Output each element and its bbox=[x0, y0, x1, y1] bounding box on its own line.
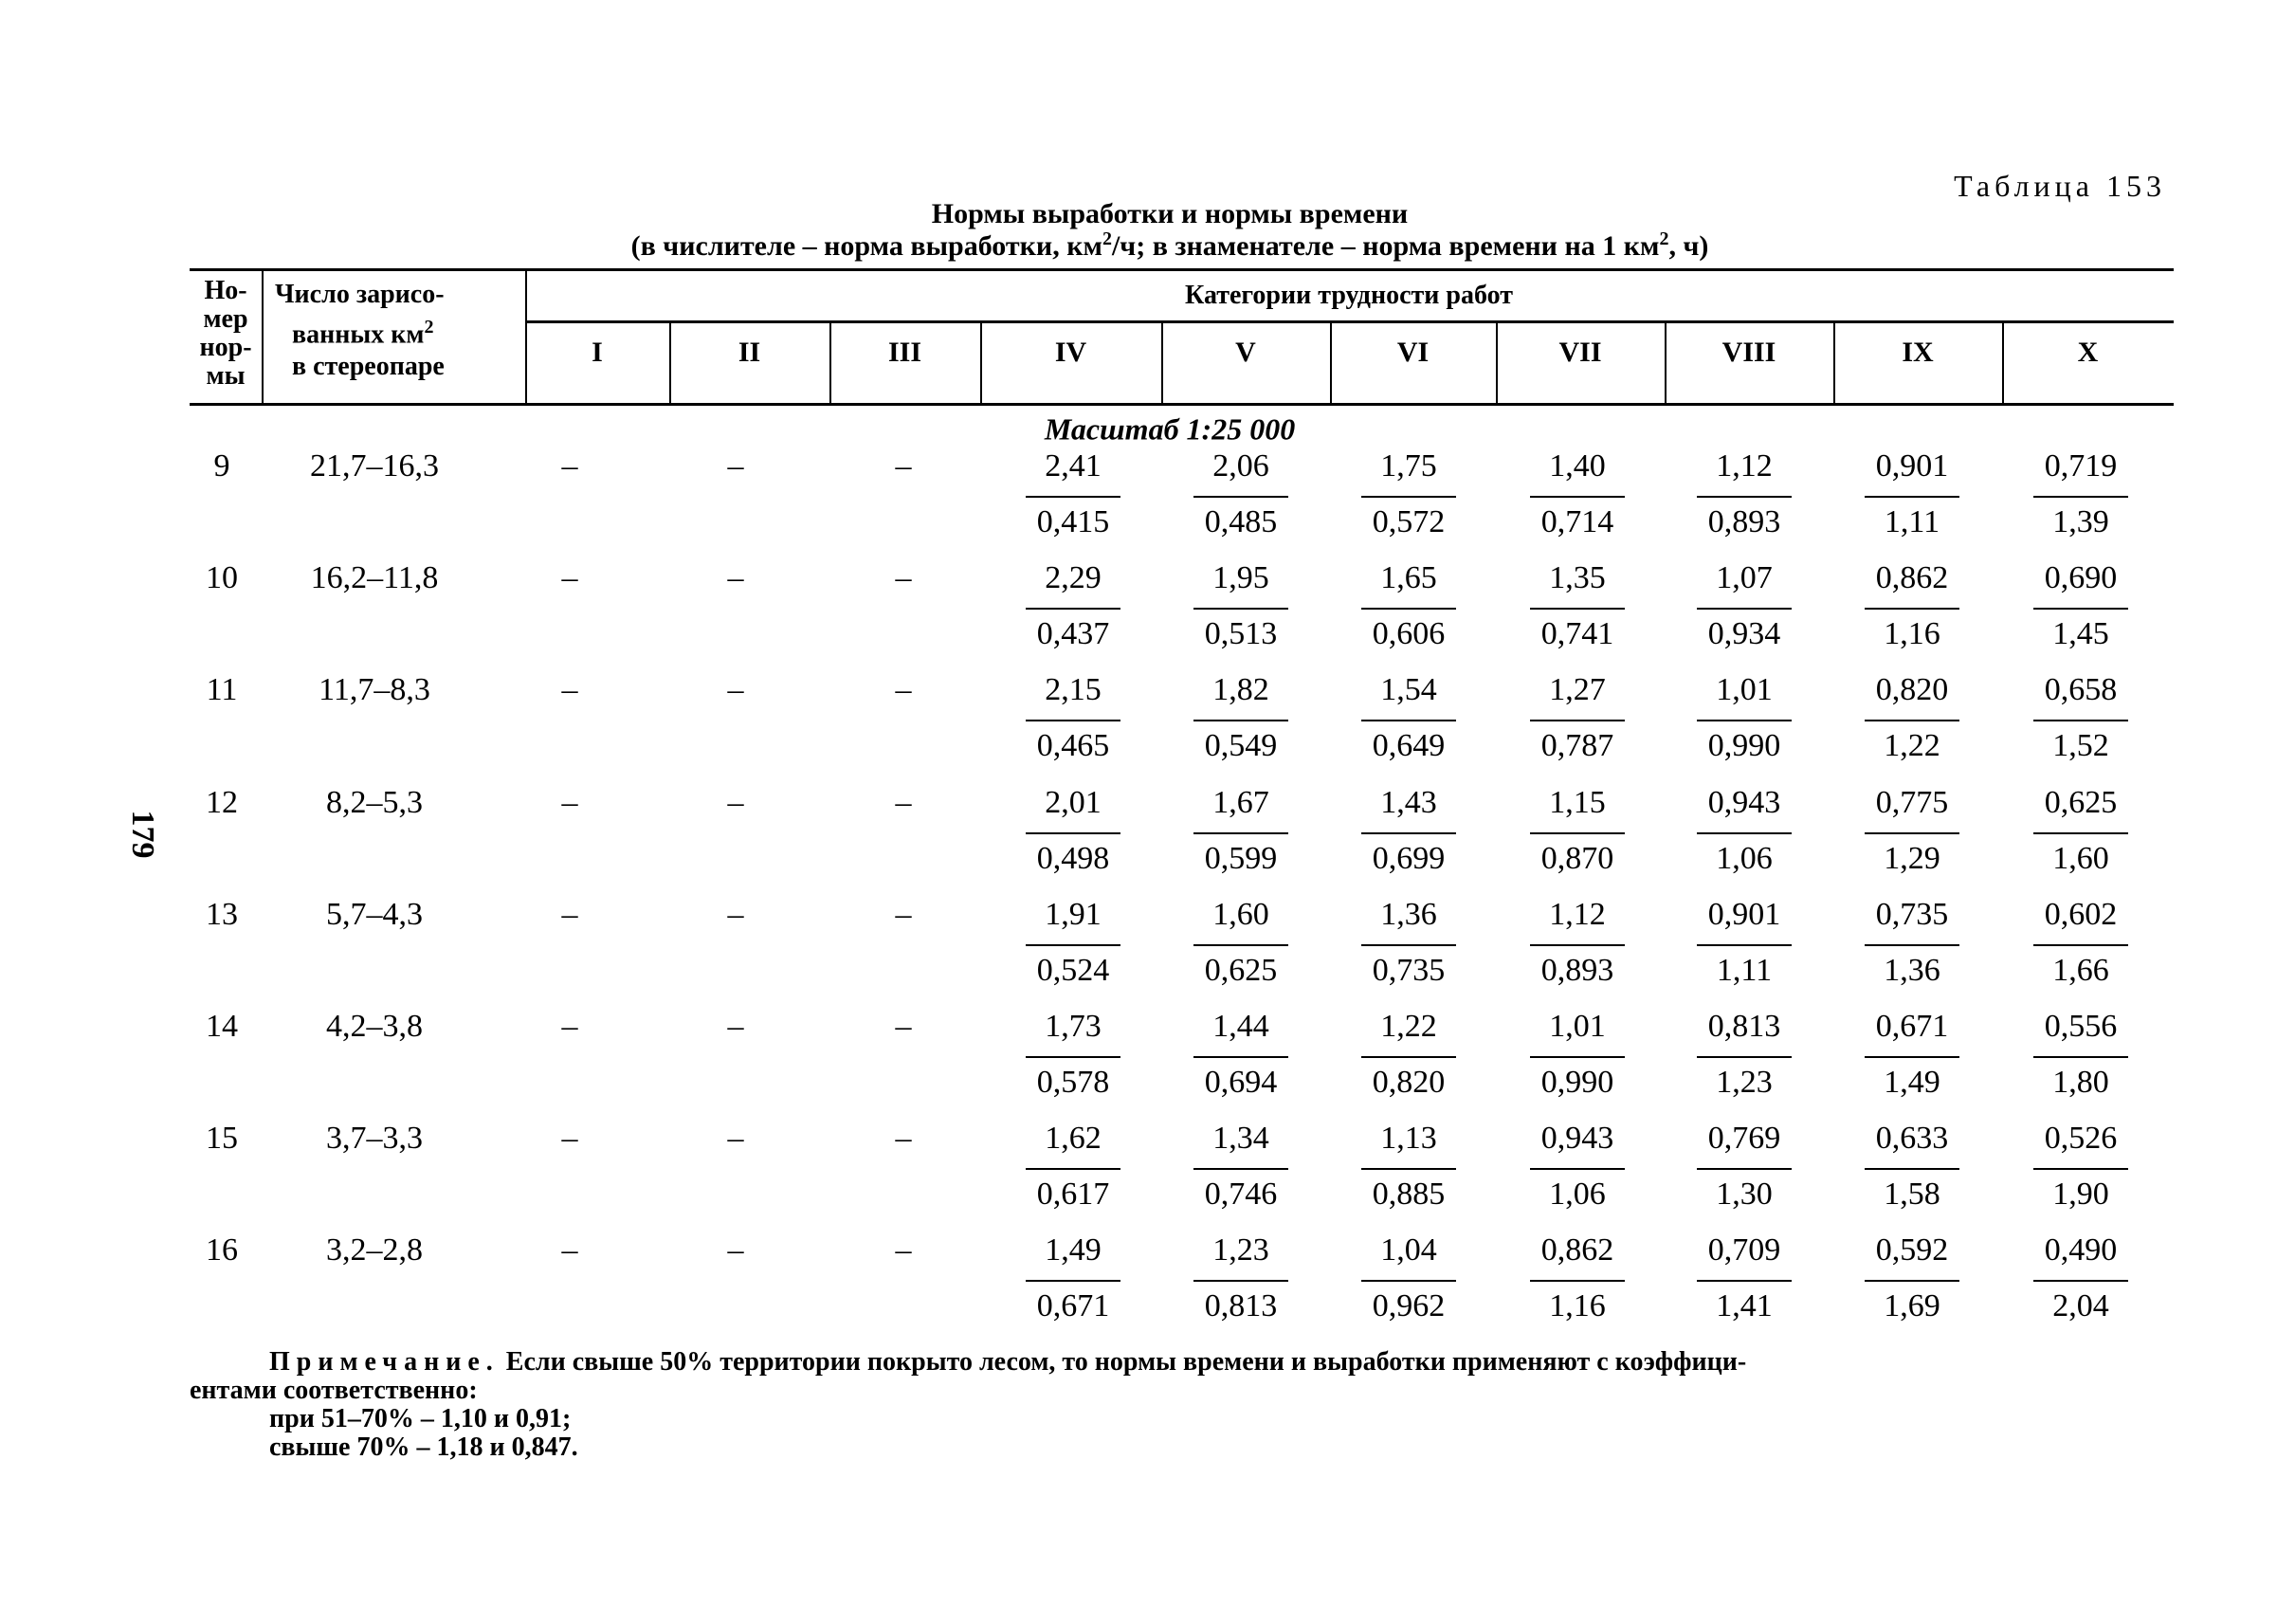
area-range: 3,7–3,3 bbox=[326, 1121, 423, 1157]
norm-number: 10 bbox=[206, 560, 238, 596]
header-text: мы bbox=[206, 361, 246, 391]
fraction-line bbox=[1697, 608, 1792, 610]
time-norm-value: 1,11 bbox=[1716, 952, 1773, 988]
header-text: Число зарисо- bbox=[275, 280, 445, 309]
time-norm-value: 0,671 bbox=[1036, 1288, 1110, 1324]
category-header: II bbox=[738, 337, 761, 368]
area-range: 11,7–8,3 bbox=[319, 672, 430, 708]
fraction-line bbox=[2033, 832, 2128, 834]
time-norm-value: 1,41 bbox=[1716, 1288, 1773, 1324]
superscript: 2 bbox=[1659, 228, 1669, 249]
fraction-line bbox=[1026, 1056, 1120, 1058]
fraction-line bbox=[1530, 944, 1625, 946]
page-number: 179 bbox=[125, 810, 160, 859]
time-norm-value: 0,934 bbox=[1707, 616, 1781, 652]
time-norm-value: 0,549 bbox=[1204, 728, 1278, 764]
time-norm-value: 1,58 bbox=[1884, 1177, 1940, 1213]
category-header: IX bbox=[1902, 337, 1934, 368]
note-text: Если свыше 50% территории покрыто лесом, то нормы времени и выработки применяют с коэффици- bbox=[505, 1347, 1747, 1377]
empty-cell-dash: – bbox=[895, 1232, 912, 1268]
fraction-line bbox=[1026, 832, 1120, 834]
fraction-line bbox=[1865, 1056, 1959, 1058]
empty-cell-dash: – bbox=[561, 1009, 578, 1044]
fraction-line bbox=[1697, 496, 1792, 498]
empty-cell-dash: – bbox=[727, 1232, 744, 1268]
fraction-line bbox=[1530, 1168, 1625, 1170]
time-norm-value: 0,572 bbox=[1372, 504, 1446, 539]
output-norm-value: 0,592 bbox=[1875, 1232, 1949, 1268]
time-norm-value: 0,962 bbox=[1372, 1288, 1446, 1324]
output-norm-value: 0,775 bbox=[1875, 784, 1949, 820]
empty-cell-dash: – bbox=[561, 560, 578, 596]
fraction-line bbox=[1361, 1056, 1456, 1058]
subtitle-part: /ч; в знаменателе – норма времени на 1 км bbox=[1111, 230, 1660, 262]
header-number bbox=[199, 277, 251, 391]
fraction-line bbox=[1193, 944, 1288, 946]
fraction-line bbox=[1865, 1280, 1959, 1282]
fraction-line bbox=[1530, 720, 1625, 721]
norm-number: 14 bbox=[206, 1009, 238, 1044]
output-norm-value: 1,04 bbox=[1380, 1232, 1437, 1268]
output-norm-value: 2,29 bbox=[1045, 560, 1102, 596]
time-norm-value: 0,513 bbox=[1204, 616, 1278, 652]
output-norm-value: 0,862 bbox=[1540, 1232, 1614, 1268]
output-norm-value: 0,813 bbox=[1707, 1009, 1781, 1044]
area-range: 8,2–5,3 bbox=[326, 784, 423, 820]
norm-number: 16 bbox=[206, 1232, 238, 1268]
header-text: мер bbox=[203, 304, 248, 334]
output-norm-value: 1,35 bbox=[1549, 560, 1606, 596]
category-header: I bbox=[592, 337, 603, 368]
fraction-line bbox=[1026, 496, 1120, 498]
time-norm-value: 0,787 bbox=[1540, 728, 1614, 764]
table-top-rule bbox=[190, 268, 2174, 271]
output-norm-value: 1,36 bbox=[1380, 896, 1437, 932]
output-norm-value: 0,901 bbox=[1875, 448, 1949, 484]
fraction-line bbox=[1697, 1168, 1792, 1170]
time-norm-value: 0,885 bbox=[1372, 1177, 1446, 1213]
fraction-line bbox=[2033, 608, 2128, 610]
column-divider bbox=[669, 321, 671, 404]
norm-number: 13 bbox=[206, 896, 238, 932]
fraction-line bbox=[1697, 1280, 1792, 1282]
fraction-line bbox=[1530, 1056, 1625, 1058]
category-header: VII bbox=[1558, 337, 1602, 368]
column-divider bbox=[2002, 321, 2004, 404]
empty-cell-dash: – bbox=[561, 1121, 578, 1157]
output-norm-value: 0,633 bbox=[1875, 1121, 1949, 1157]
output-norm-value: 0,901 bbox=[1707, 896, 1781, 932]
subtitle-part: (в числителе – норма выработки, км bbox=[630, 230, 1102, 262]
column-divider bbox=[262, 269, 264, 404]
output-norm-value: 0,556 bbox=[2044, 1009, 2118, 1044]
empty-cell-dash: – bbox=[895, 1009, 912, 1044]
column-divider bbox=[1833, 321, 1835, 404]
output-norm-value: 0,671 bbox=[1875, 1009, 1949, 1044]
time-norm-value: 0,617 bbox=[1036, 1177, 1110, 1213]
output-norm-value: 1,13 bbox=[1380, 1121, 1437, 1157]
norm-number: 11 bbox=[206, 672, 238, 708]
column-divider bbox=[525, 269, 527, 404]
output-norm-value: 0,709 bbox=[1707, 1232, 1781, 1268]
empty-cell-dash: – bbox=[561, 448, 578, 484]
time-norm-value: 1,06 bbox=[1716, 840, 1773, 876]
time-norm-value: 1,29 bbox=[1884, 840, 1940, 876]
empty-cell-dash: – bbox=[727, 448, 744, 484]
output-norm-value: 1,54 bbox=[1380, 672, 1437, 708]
empty-cell-dash: – bbox=[895, 784, 912, 820]
time-norm-value: 0,415 bbox=[1036, 504, 1110, 539]
fraction-line bbox=[1361, 720, 1456, 721]
fraction-line bbox=[2033, 1056, 2128, 1058]
output-norm-value: 1,73 bbox=[1045, 1009, 1102, 1044]
output-norm-value: 1,12 bbox=[1549, 896, 1606, 932]
time-norm-value: 0,694 bbox=[1204, 1065, 1278, 1100]
column-divider bbox=[980, 321, 982, 404]
fraction-line bbox=[1697, 832, 1792, 834]
time-norm-value: 1,45 bbox=[2052, 616, 2109, 652]
fraction-line bbox=[1026, 720, 1120, 721]
norm-number: 12 bbox=[206, 784, 238, 820]
fraction-line bbox=[1193, 496, 1288, 498]
time-norm-value: 0,735 bbox=[1372, 952, 1446, 988]
output-norm-value: 1,67 bbox=[1212, 784, 1269, 820]
time-norm-value: 1,90 bbox=[2052, 1177, 2109, 1213]
time-norm-value: 0,465 bbox=[1036, 728, 1110, 764]
output-norm-value: 1,01 bbox=[1716, 672, 1773, 708]
output-norm-value: 0,490 bbox=[2044, 1232, 2118, 1268]
output-norm-value: 1,91 bbox=[1045, 896, 1102, 932]
time-norm-value: 1,80 bbox=[2052, 1065, 2109, 1100]
categories-title: Категории трудности работ bbox=[1185, 281, 1513, 310]
output-norm-value: 1,34 bbox=[1212, 1121, 1269, 1157]
time-norm-value: 0,498 bbox=[1036, 840, 1110, 876]
norm-number: 15 bbox=[206, 1121, 238, 1157]
fraction-line bbox=[2033, 720, 2128, 721]
fraction-line bbox=[1193, 1280, 1288, 1282]
output-norm-value: 1,12 bbox=[1716, 448, 1773, 484]
empty-cell-dash: – bbox=[895, 448, 912, 484]
area-range: 5,7–4,3 bbox=[326, 896, 423, 932]
note bbox=[190, 1348, 1746, 1462]
fraction-line bbox=[1530, 832, 1625, 834]
time-norm-value: 1,49 bbox=[1884, 1065, 1940, 1100]
time-norm-value: 1,36 bbox=[1884, 952, 1940, 988]
header-text: в стереопаре bbox=[292, 352, 445, 382]
fraction-line bbox=[1865, 720, 1959, 721]
fraction-line bbox=[1026, 944, 1120, 946]
time-norm-value: 0,699 bbox=[1372, 840, 1446, 876]
fraction-line bbox=[1530, 608, 1625, 610]
fraction-line bbox=[2033, 1168, 2128, 1170]
area-range: 16,2–11,8 bbox=[310, 560, 439, 596]
time-norm-value: 0,990 bbox=[1707, 728, 1781, 764]
fraction-line bbox=[1361, 944, 1456, 946]
empty-cell-dash: – bbox=[561, 672, 578, 708]
fraction-line bbox=[1026, 1168, 1120, 1170]
output-norm-value: 1,22 bbox=[1380, 1009, 1437, 1044]
time-norm-value: 0,893 bbox=[1540, 952, 1614, 988]
fraction-line bbox=[1697, 944, 1792, 946]
fraction-line bbox=[1026, 608, 1120, 610]
time-norm-value: 1,39 bbox=[2052, 504, 2109, 539]
fraction-line bbox=[1193, 1056, 1288, 1058]
area-range: 21,7–16,3 bbox=[310, 448, 439, 484]
fraction-line bbox=[1361, 496, 1456, 498]
note-text: при 51–70% – 1,10 и 0,91; bbox=[269, 1404, 572, 1433]
fraction-line bbox=[1193, 720, 1288, 721]
superscript: 2 bbox=[424, 317, 434, 338]
column-divider bbox=[1161, 321, 1163, 404]
output-norm-value: 1,60 bbox=[1212, 896, 1269, 932]
category-header: X bbox=[2077, 337, 2099, 368]
note-label: Примечание. bbox=[269, 1347, 500, 1377]
header-text: Но- bbox=[204, 276, 247, 305]
category-header: VIII bbox=[1721, 337, 1776, 368]
time-norm-value: 2,04 bbox=[2052, 1288, 2109, 1324]
fraction-line bbox=[1865, 496, 1959, 498]
output-norm-value: 1,65 bbox=[1380, 560, 1437, 596]
empty-cell-dash: – bbox=[727, 1009, 744, 1044]
time-norm-value: 1,06 bbox=[1549, 1177, 1606, 1213]
header-text: ванных км bbox=[292, 319, 425, 350]
fraction-line bbox=[1361, 1280, 1456, 1282]
output-norm-value: 2,06 bbox=[1212, 448, 1269, 484]
empty-cell-dash: – bbox=[727, 672, 744, 708]
fraction-line bbox=[2033, 1280, 2128, 1282]
output-norm-value: 0,690 bbox=[2044, 560, 2118, 596]
empty-cell-dash: – bbox=[727, 560, 744, 596]
empty-cell-dash: – bbox=[895, 672, 912, 708]
fraction-line bbox=[1193, 608, 1288, 610]
output-norm-value: 1,75 bbox=[1380, 448, 1437, 484]
time-norm-value: 0,599 bbox=[1204, 840, 1278, 876]
superscript: 2 bbox=[1102, 228, 1112, 249]
time-norm-value: 1,69 bbox=[1884, 1288, 1940, 1324]
time-norm-value: 1,16 bbox=[1549, 1288, 1606, 1324]
output-norm-value: 1,95 bbox=[1212, 560, 1269, 596]
output-norm-value: 1,43 bbox=[1380, 784, 1437, 820]
output-norm-value: 0,943 bbox=[1540, 1121, 1614, 1157]
fraction-line bbox=[1193, 832, 1288, 834]
output-norm-value: 0,526 bbox=[2044, 1121, 2118, 1157]
header-bottom-rule bbox=[190, 403, 2174, 406]
time-norm-value: 0,606 bbox=[1372, 616, 1446, 652]
category-header: III bbox=[887, 337, 922, 368]
empty-cell-dash: – bbox=[561, 1232, 578, 1268]
table-subtitle bbox=[631, 225, 1709, 261]
area-range: 4,2–3,8 bbox=[326, 1009, 423, 1044]
time-norm-value: 1,66 bbox=[2052, 952, 2109, 988]
output-norm-value: 1,40 bbox=[1549, 448, 1606, 484]
time-norm-value: 1,22 bbox=[1884, 728, 1940, 764]
fraction-line bbox=[1865, 832, 1959, 834]
time-norm-value: 1,30 bbox=[1716, 1177, 1773, 1213]
time-norm-value: 0,741 bbox=[1540, 616, 1614, 652]
output-norm-value: 0,862 bbox=[1875, 560, 1949, 596]
column-divider bbox=[1496, 321, 1498, 404]
fraction-line bbox=[2033, 944, 2128, 946]
time-norm-value: 0,714 bbox=[1540, 504, 1614, 539]
output-norm-value: 0,602 bbox=[2044, 896, 2118, 932]
time-norm-value: 0,870 bbox=[1540, 840, 1614, 876]
empty-cell-dash: – bbox=[561, 896, 578, 932]
empty-cell-dash: – bbox=[727, 896, 744, 932]
fraction-line bbox=[1361, 832, 1456, 834]
fraction-line bbox=[1193, 1168, 1288, 1170]
output-norm-value: 1,49 bbox=[1045, 1232, 1102, 1268]
time-norm-value: 0,649 bbox=[1372, 728, 1446, 764]
empty-cell-dash: – bbox=[895, 896, 912, 932]
fraction-line bbox=[1361, 608, 1456, 610]
output-norm-value: 0,625 bbox=[2044, 784, 2118, 820]
fraction-line bbox=[1530, 1280, 1625, 1282]
output-norm-value: 2,15 bbox=[1045, 672, 1102, 708]
scale-label: Масштаб 1:25 000 bbox=[1044, 411, 1296, 447]
output-norm-value: 0,719 bbox=[2044, 448, 2118, 484]
output-norm-value: 1,62 bbox=[1045, 1121, 1102, 1157]
area-range: 3,2–2,8 bbox=[326, 1232, 423, 1268]
empty-cell-dash: – bbox=[895, 560, 912, 596]
time-norm-value: 1,60 bbox=[2052, 840, 2109, 876]
category-header: VI bbox=[1396, 337, 1430, 368]
time-norm-value: 0,485 bbox=[1204, 504, 1278, 539]
output-norm-value: 2,41 bbox=[1045, 448, 1102, 484]
fraction-line bbox=[1697, 1056, 1792, 1058]
column-divider bbox=[829, 321, 831, 404]
time-norm-value: 1,16 bbox=[1884, 616, 1940, 652]
output-norm-value: 1,01 bbox=[1549, 1009, 1606, 1044]
time-norm-value: 1,23 bbox=[1716, 1065, 1773, 1100]
fraction-line bbox=[1865, 944, 1959, 946]
note-text: ентами соответственно: bbox=[190, 1376, 478, 1405]
fraction-line bbox=[1865, 1168, 1959, 1170]
fraction-line bbox=[1865, 608, 1959, 610]
output-norm-value: 0,820 bbox=[1875, 672, 1949, 708]
time-norm-value: 0,820 bbox=[1372, 1065, 1446, 1100]
output-norm-value: 2,01 bbox=[1045, 784, 1102, 820]
fraction-line bbox=[1026, 1280, 1120, 1282]
empty-cell-dash: – bbox=[895, 1121, 912, 1157]
time-norm-value: 1,11 bbox=[1884, 504, 1940, 539]
column-divider bbox=[1665, 321, 1667, 404]
output-norm-value: 1,44 bbox=[1212, 1009, 1269, 1044]
column-divider bbox=[1330, 321, 1332, 404]
table-label: Таблица 153 bbox=[1954, 169, 2166, 203]
time-norm-value: 0,578 bbox=[1036, 1065, 1110, 1100]
output-norm-value: 1,15 bbox=[1549, 784, 1606, 820]
empty-cell-dash: – bbox=[727, 1121, 744, 1157]
fraction-line bbox=[1361, 1168, 1456, 1170]
output-norm-value: 1,23 bbox=[1212, 1232, 1269, 1268]
time-norm-value: 1,52 bbox=[2052, 728, 2109, 764]
category-header: V bbox=[1235, 337, 1256, 368]
output-norm-value: 0,769 bbox=[1707, 1121, 1781, 1157]
subtitle-part: , ч) bbox=[1668, 230, 1709, 262]
time-norm-value: 0,746 bbox=[1204, 1177, 1278, 1213]
output-norm-value: 0,658 bbox=[2044, 672, 2118, 708]
time-norm-value: 0,625 bbox=[1204, 952, 1278, 988]
categories-rule bbox=[525, 320, 2174, 323]
fraction-line bbox=[2033, 496, 2128, 498]
output-norm-value: 1,27 bbox=[1549, 672, 1606, 708]
fraction-line bbox=[1697, 720, 1792, 721]
fraction-line bbox=[1530, 496, 1625, 498]
category-header: IV bbox=[1054, 337, 1087, 368]
header-text: нор- bbox=[199, 333, 252, 362]
time-norm-value: 0,893 bbox=[1707, 504, 1781, 539]
empty-cell-dash: – bbox=[727, 784, 744, 820]
empty-cell-dash: – bbox=[561, 784, 578, 820]
time-norm-value: 0,813 bbox=[1204, 1288, 1278, 1324]
output-norm-value: 0,735 bbox=[1875, 896, 1949, 932]
header-area bbox=[275, 279, 445, 383]
note-text: свыше 70% – 1,18 и 0,847. bbox=[269, 1432, 578, 1462]
output-norm-value: 1,07 bbox=[1716, 560, 1773, 596]
table-title: Нормы выработки и нормы времени bbox=[931, 198, 1409, 229]
output-norm-value: 0,943 bbox=[1707, 784, 1781, 820]
output-norm-value: 1,82 bbox=[1212, 672, 1269, 708]
time-norm-value: 0,990 bbox=[1540, 1065, 1614, 1100]
norm-number: 9 bbox=[213, 448, 230, 484]
time-norm-value: 0,524 bbox=[1036, 952, 1110, 988]
time-norm-value: 0,437 bbox=[1036, 616, 1110, 652]
